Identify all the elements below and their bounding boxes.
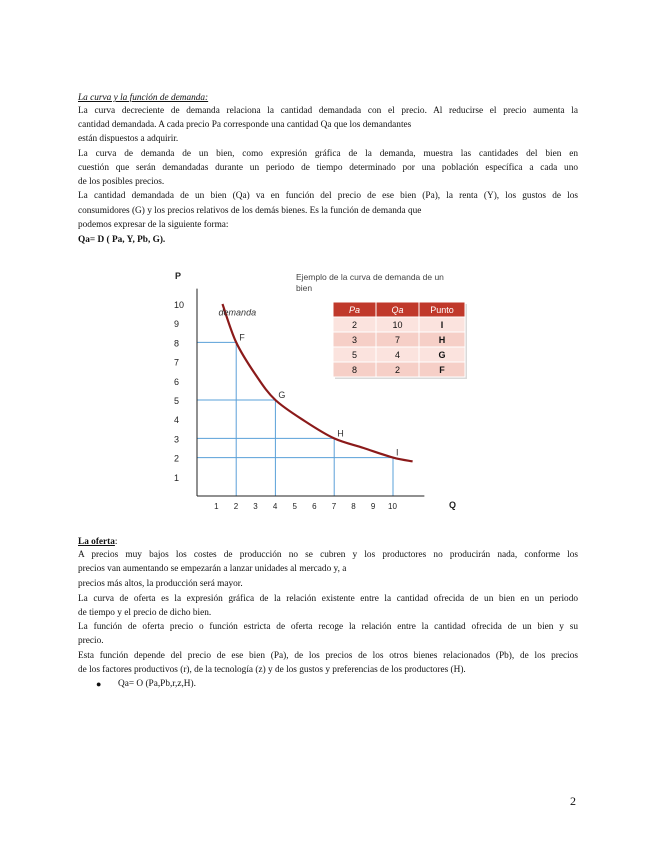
table-cell-text: 10 — [392, 320, 403, 330]
point-label: F — [239, 332, 245, 343]
supply-para4-line2: de los factores productivos (r), de la tecnología (z) y de los gustos y preferencias de los productores (H). — [78, 665, 466, 675]
demand-para2-line3: de los posibles precios. — [78, 177, 165, 187]
supply-heading-colon: : — [114, 537, 118, 547]
table-cell-text: H — [438, 335, 446, 345]
x-tick-label: 10 — [388, 502, 397, 511]
y-tick-label: 4 — [174, 415, 180, 426]
table-cell-text: 8 — [351, 365, 358, 375]
y-tick-label: 9 — [174, 319, 180, 330]
x-tick-label: 3 — [253, 502, 258, 511]
point-label: G — [278, 390, 286, 400]
table-cell-text: I — [440, 320, 444, 330]
supply-para1-line3: precios más altos, la producción será mayor. — [78, 579, 243, 589]
demand-curve-chart — [160, 262, 470, 522]
supply-para1-line2: precios van aumentando se empezarán a lanzar unidades al mercado y, a — [78, 564, 347, 574]
supply-para2-line2: de tiempo y el precio de dicho bien. — [78, 608, 212, 618]
page-number: 2 — [570, 794, 576, 808]
x-tick-label: 1 — [214, 502, 219, 511]
y-tick-label: 3 — [174, 434, 180, 445]
table-header-text: Pa — [348, 305, 361, 315]
point-label: H — [337, 428, 344, 439]
y-tick-label: 2 — [174, 453, 180, 464]
table-cell-text: 2 — [394, 365, 401, 375]
supply-para4-line1: Esta función depende del precio de ese bien (Pa), de los precios de los otros bienes relacionados (Pb), de los precios — [78, 651, 578, 661]
supply-heading: La oferta — [78, 537, 115, 547]
data-table — [333, 302, 467, 379]
y-tick-label: 7 — [174, 357, 180, 368]
demand-para2-line2: cuestión que serán demandadas durante un periodo de tiempo determinado por una población específica a cada uno — [78, 163, 578, 173]
x-tick-label: 6 — [312, 502, 317, 511]
y-tick-label: 6 — [174, 376, 180, 387]
table-cell-text: F — [439, 365, 445, 375]
supply-para2-line1: La curva de oferta es la expresión gráfica de la relación existente entre la cantidad ofrecida de un bien en un periodo — [78, 594, 578, 604]
demand-para3-line1: La cantidad demandada de un bien (Qa) va en función del precio de ese bien (Pa), la renta (Y), los gustos de los — [78, 191, 578, 201]
supply-para3-line1: La función de oferta precio o función estricta de oferta recoge la relación entre la cantidad ofrecida de un bien y su — [78, 622, 578, 632]
demand-heading: La curva y la función de demanda: — [78, 93, 209, 103]
series-label: demanda — [218, 307, 257, 318]
supply-heading-line — [78, 536, 118, 549]
chart-title-line1: Ejemplo de la curva de demanda de un — [296, 272, 444, 282]
supply-para3-line2: precio. — [78, 636, 104, 646]
x-tick-label: 9 — [370, 502, 376, 511]
x-tick-label: 8 — [351, 502, 356, 511]
y-axis-label: P — [175, 271, 182, 281]
demand-para1-line3: están dispuestos a adquirir. — [78, 134, 179, 144]
chart-title-line2: bien — [296, 283, 313, 293]
demand-para3-line2: consumidores (G) y los precios relativos de los demás bienes. Es la función de demanda que — [78, 206, 422, 216]
table-cell-text: 5 — [351, 350, 358, 360]
y-tick-label: 1 — [174, 472, 180, 483]
table-cell-text: G — [438, 350, 446, 360]
x-axis-label: Q — [449, 500, 457, 510]
table-header-text: Qa — [391, 305, 404, 315]
x-tick-label: 2 — [233, 502, 239, 511]
table-cell-text: 3 — [351, 335, 358, 345]
chart-title — [296, 272, 446, 293]
x-tick-label: 7 — [331, 502, 337, 511]
demand-para2-line1: La curva de demanda de un bien, como expresión gráfica de la demanda, muestra las cantidades del bien en — [78, 149, 578, 159]
supply-para1-line1: A precios muy bajos los costes de producción no se cubren y los productores no producirán nada, conforme los — [78, 550, 578, 560]
y-tick-label: 8 — [174, 338, 180, 349]
x-tick-label: 4 — [272, 502, 278, 511]
point-label: I — [396, 447, 399, 458]
table-cell-text: 7 — [394, 335, 401, 345]
bullet-icon: ● — [96, 679, 102, 689]
x-tick-label: 5 — [292, 502, 297, 511]
table-cell-text: 4 — [394, 350, 401, 360]
y-tick-label: 5 — [174, 396, 180, 406]
demand-para3-line3: podemos expresar de la siguiente forma: — [78, 220, 229, 230]
table-cell-text: 2 — [351, 320, 358, 330]
y-tick-label: 10 — [174, 300, 185, 310]
demand-para1-line1: La curva decreciente de demanda relaciona la cantidad demandada con el precio. Al reducirse el precio aumenta la — [78, 106, 578, 116]
table-header-text: Punto — [430, 305, 454, 315]
supply-function-formula: Qa= O (Pa,Pb,r,z,H). — [118, 679, 196, 689]
demand-para1-line2: cantidad demandada. A cada precio Pa corresponde una cantidad Qa que los demandantes — [78, 120, 412, 130]
demand-function-formula: Qa= D ( Pa, Y, Pb, G). — [78, 235, 166, 245]
